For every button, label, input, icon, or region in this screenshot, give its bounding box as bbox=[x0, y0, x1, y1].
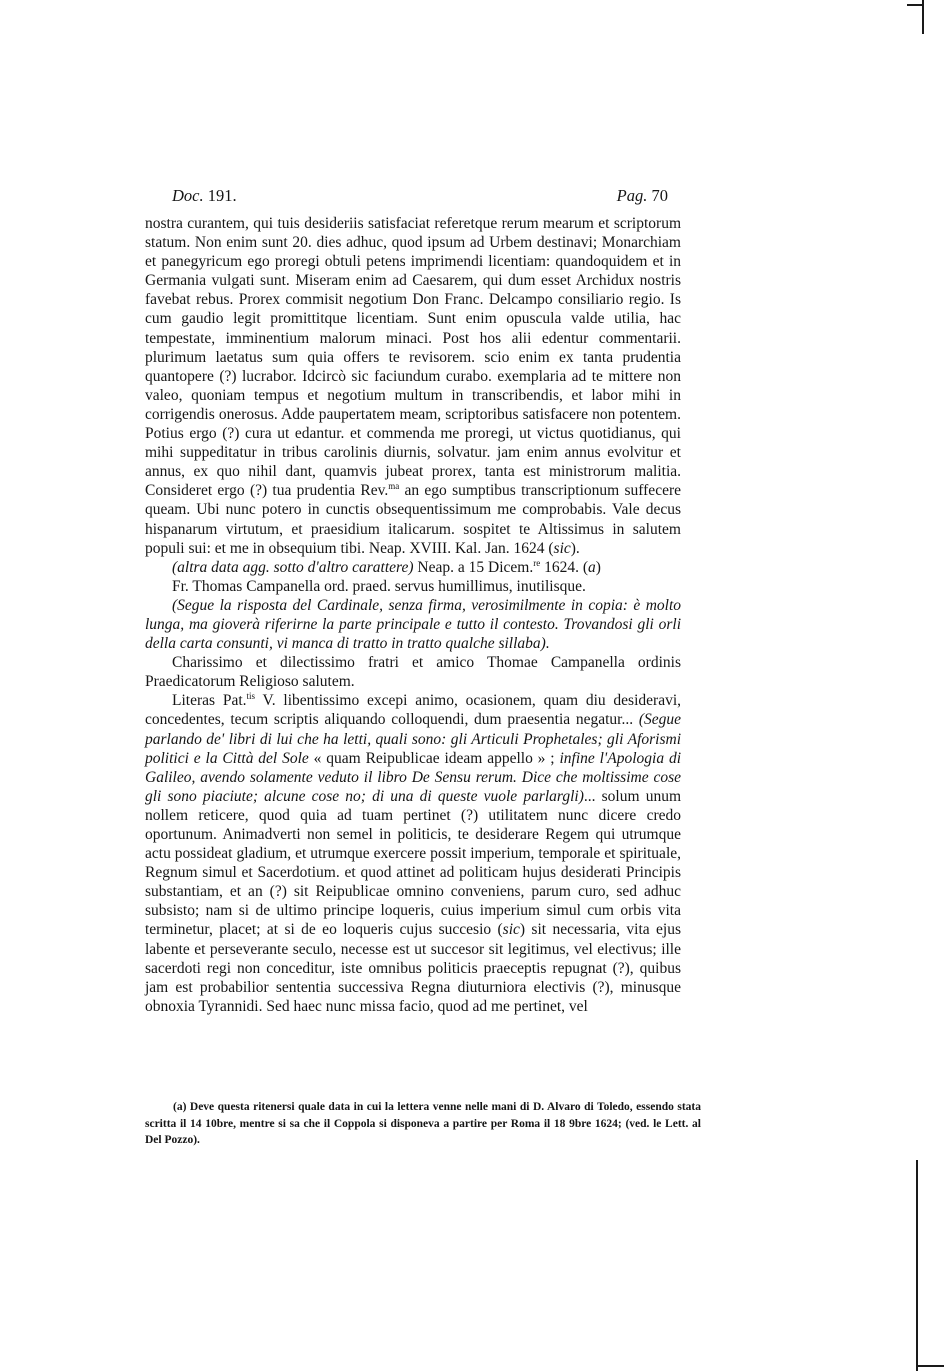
dateline-year: 1624. ( bbox=[540, 558, 588, 576]
letter-text: nostra curantem, qui tuis desideriis satisfaciat referetque rerum mearum et scriptorum statum. Non enim sunt 20. dies adhuc, quod ipsum ad Urbem destinavi; Monarchiam et panegyricum ego proregi obtuli petens imprimendi licentiam: quandoquidem et in Germania vulgati sunt. Miseram enim ad Caesarem, qui dum esset Archidux nostris favebat rebus. Prorex commisit negotium Don Franc. Delcampo consiliario regio. Is cum gaudio legit promittitque licentiam. Sunt enim opuscula valde utilia, hac tempestate, imminentium malorum minaci. Post hos alii edentur commentarii. plurimum laetatus sum quia offers te revisorem. scio enim ex tanta prudentia quantopere (?) lucrabor. Idcircò sic faciundum curabo. exemplaria ad te mittere non valeo, quoniam tempus et negotium multum in transcribendis, et labor mihi in corrigendis onerosus. Adde paupertatem meam, scriptoribus satisfacere non potentem. Potius ergo (?) cura ut edantur. et commenda me proregi, ut victus quotidianus, qui mihi suppeditatur in tribus carolinis diurnis, solvatur. jam enim annus evolvitur et annus, ex quo nihil dant, quamvis jubeat prorex, tanta est ministrorum malitia. Consideret ergo (?) tua prudentia Rev. bbox=[145, 215, 681, 500]
page-label: Pag. bbox=[616, 186, 648, 205]
paragraph-reply bbox=[145, 691, 681, 1016]
paragraph-salutation: Charissimo et dilectissimo fratri et amico Thomae Campanella ordinis Praedicatorum Religioso salutem. bbox=[145, 654, 681, 691]
letter-text-tail: an ego sumptibus transcriptionum suffecere queam. Ubi nunc potero in cunctis obsequentissimum me comprobabis. Vale decus hispanarum virtutum, et praesidium italicarum. sospitet te Altissimus in salutem populi sui: et me in obsequium tibi. Neap. XVIII. Kal. Jan. 1624 ( bbox=[145, 482, 681, 557]
letter-body bbox=[145, 214, 681, 1016]
reply-text: ... solum unum nollem reticere, quod quia ad tuam pertinet (?) utilitatem nunc dicere credo oportunum. Animadverti non semel in politicis, te desiderare Regem qui utrumque actu possideat gladium, et utrumque exercere possit imperium, temporale et spirituale, Regnum simul et Sacerdotium. et quod attinet ad politicam hujus desiderati Principis substantiam, et an (?) sit Reipublicae omnino conveniens, parum curo, sed adhuc subsisto; nam si de ultimo principe loqueris, cuius imperium simul cum orbis vita terminetur, placet; at si de eo loqueris cujus succesio ( bbox=[145, 787, 681, 939]
superscript: tis bbox=[246, 691, 256, 702]
doc-label: Doc. bbox=[172, 186, 204, 205]
letter-text-end: ). bbox=[570, 539, 580, 557]
reply-text: ) sit necessaria, vita ejus labente et perseverante seculo, necesse est ut succesor sit legitimus, vel electivus; ille sacerdoti regi non conceditur, iste omnibus politicis praeceptis repugnat (?), quibus jam est probabilior sententia successiva Regna diuturniora electivis (?), minusque obnoxia Tyrannidi. Sed haec nunc missa facio, quod ad me pertinet, vel bbox=[145, 921, 681, 1015]
paragraph-dateline bbox=[145, 558, 681, 577]
running-header bbox=[172, 186, 668, 210]
document-reference bbox=[172, 186, 237, 206]
dateline-text: Neap. a 15 Dicem. bbox=[413, 558, 534, 576]
reply-text: V. libentissimo excepi animo, ocasionem, quam diu desideravi, concedentes, tecum scriptis aliquando colloquendi, dum praesentia negatur... bbox=[145, 692, 681, 729]
paragraph-editorial bbox=[145, 596, 681, 653]
editorial-note: (Segue parlando de' libri di lui che ha letti, quali sono: gli Articuli Prophetales; gli Aforismi politici e la Città del Sole bbox=[145, 711, 681, 767]
paragraph-letter bbox=[145, 214, 681, 558]
editorial-note: (Segue la risposta del Cardinale, senza firma, verosimilmente in copia: è molto lunga, ma gioverà riferirne la parte principale e tutto il contesto. Trovandosi gli orli della carta consunti, vi manca di tratto in tratto qualche sillaba). bbox=[145, 596, 681, 653]
superscript: re bbox=[533, 557, 541, 568]
reply-text: « quam Reipublicae ideam appello » ; bbox=[308, 749, 560, 767]
doc-number: 191. bbox=[207, 186, 237, 205]
scan-edge-bottom bbox=[916, 1160, 918, 1371]
reply-text: Literas Pat. bbox=[172, 692, 247, 710]
page-number: 70 bbox=[651, 186, 668, 205]
superscript: ma bbox=[388, 481, 400, 492]
scan-edge-top-tick bbox=[907, 4, 924, 6]
footnote bbox=[145, 1099, 701, 1149]
dateline-close: ) bbox=[595, 558, 601, 576]
editorial-note: (altra data agg. sotto d'altro carattere) bbox=[172, 558, 414, 576]
sic-mark: sic bbox=[553, 539, 571, 557]
paragraph-signature: Fr. Thomas Campanella ord. praed. servus humillimus, inutilisque. bbox=[172, 577, 586, 595]
scan-edge-bottom-tick bbox=[916, 1365, 944, 1367]
footnote-ref: a bbox=[588, 558, 596, 576]
sic-mark: sic bbox=[502, 921, 520, 939]
footnote-text: (a) Deve questa ritenersi quale data in cui la lettera venne nelle mani di D. Alvaro di Toledo, essendo stata scritta il 14 10bre, mentre si sa che il Coppola si disponeva a partire per Roma il 18 9bre 1624; (ved. le Lett. al Del Pozzo). bbox=[145, 1101, 701, 1146]
page-reference bbox=[617, 186, 668, 206]
editorial-note: infine l'Apologia di Galileo, avendo solamente veduto il libro De Sensu rerum. Dice che moltissime cose gli sono piaciute; alcune cose no; di una di queste vuole parlargli) bbox=[145, 749, 682, 805]
